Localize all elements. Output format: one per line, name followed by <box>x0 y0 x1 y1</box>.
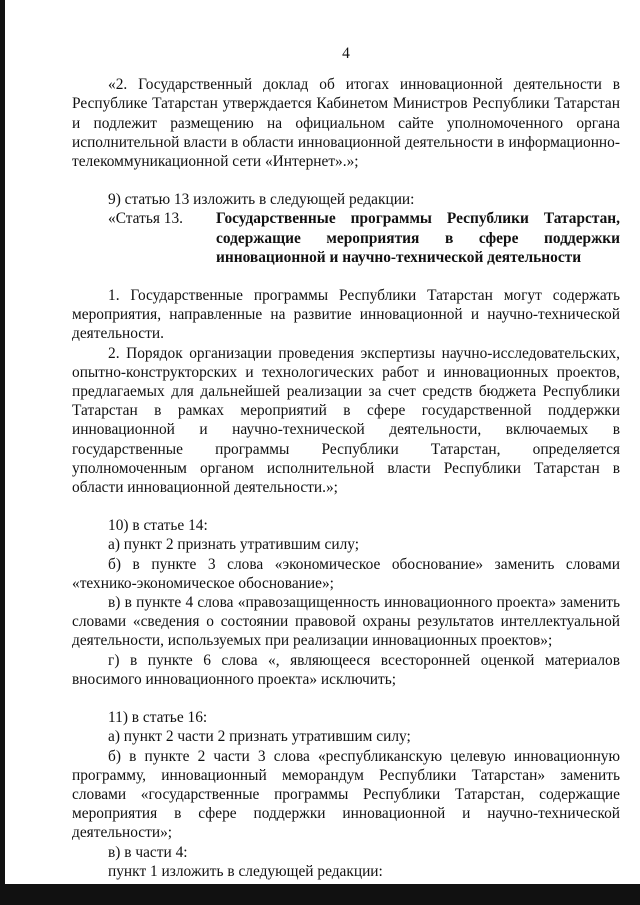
paragraph-article-13-part-1: 1. Государственные программы Республики Татарстан могут содержать мероприятия, направленные на развитие инновационной и научно-технической деятельности. <box>72 287 620 343</box>
paragraph-report-approval: «2. Государственный доклад об итогах инновационной деятельности в Республике Татарстан утверждается Кабинетом Министров Республики Татарстан и подлежит размещению на официальном сайте уполномоченного органа исполнительной власти в области инновационной деятельности в информационно-телекоммуникационной сети «Интернет».»; <box>72 76 620 171</box>
paragraph-article-16-a: а) пункт 2 части 2 признать утратившим силу; <box>108 728 411 746</box>
article-number: «Статья 13. <box>108 210 184 228</box>
paragraph-article-14-g: г) в пункте 6 слова «, являющееся всесторонней оценкой материалов вносимого инновационного проекта» исключить; <box>72 651 620 688</box>
paragraph-article-16-intro: 11) в статье 16: <box>108 709 208 727</box>
scan-edge-left <box>0 0 5 905</box>
paragraph-article-13-part-2: 2. Порядок организации проведения экспертизы научно-исследовательских, опытно-конструкторских и технологических работ и инновационных проектов, предлагаемых для дальнейшей реализации за счет средств бюджета Республики Татарстан в рамках мероприятий в сфере государственной поддержки инновационной и научно-технической деятельности, включаемых в государственные программы Республики Татарстан, определяется уполномоченным органом исполнительной власти Республики Татарстан в области инновационной деятельности.»; <box>72 344 620 497</box>
paragraph-article-14-a: а) пункт 2 признать утратившим силу; <box>108 536 360 554</box>
paragraph-article-14-v: в) в пункте 4 слова «правозащищенность инновационного проекта» заменить словами «сведения о состоянии правовой охраны результатов интеллектуальной деятельности, используемых при реализации инновационных проектов»; <box>72 594 620 650</box>
paragraph-gap <box>72 689 620 708</box>
paragraph-article-14-b: б) в пункте 3 слова «экономическое обоснование» заменить словами «технико-экономическое обоснование»; <box>72 555 620 592</box>
article-heading <box>72 209 620 267</box>
page-number: 4 <box>342 45 350 62</box>
scan-edge-bottom <box>0 884 640 905</box>
paragraph-gap <box>72 497 620 516</box>
document-page <box>72 44 620 881</box>
paragraph-article-16-v: в) в части 4: <box>108 843 188 861</box>
paragraph-article-13-intro: 9) статью 13 изложить в следующей редакции: <box>108 191 415 209</box>
paragraph-gap <box>72 171 620 190</box>
article-title: Государственные программы Республики Татарстан, содержащие мероприятия в сфере поддержки инновационной и научно-технической деятельности <box>216 210 620 266</box>
paragraph-article-16-item-1: пункт 1 изложить в следующей редакции: <box>108 862 383 880</box>
paragraph-gap <box>72 267 620 286</box>
paragraph-article-14-intro: 10) в статье 14: <box>108 517 208 535</box>
paragraph-article-16-b: б) в пункте 2 части 3 слова «республиканскую целевую инновационную программу, инновационный меморандум Республики Татарстан» заменить словами «государственные программы Республики Татарстан, содержащие мероприятия в сфере поддержки инновационной и научно-технической деятельности»; <box>72 747 620 842</box>
